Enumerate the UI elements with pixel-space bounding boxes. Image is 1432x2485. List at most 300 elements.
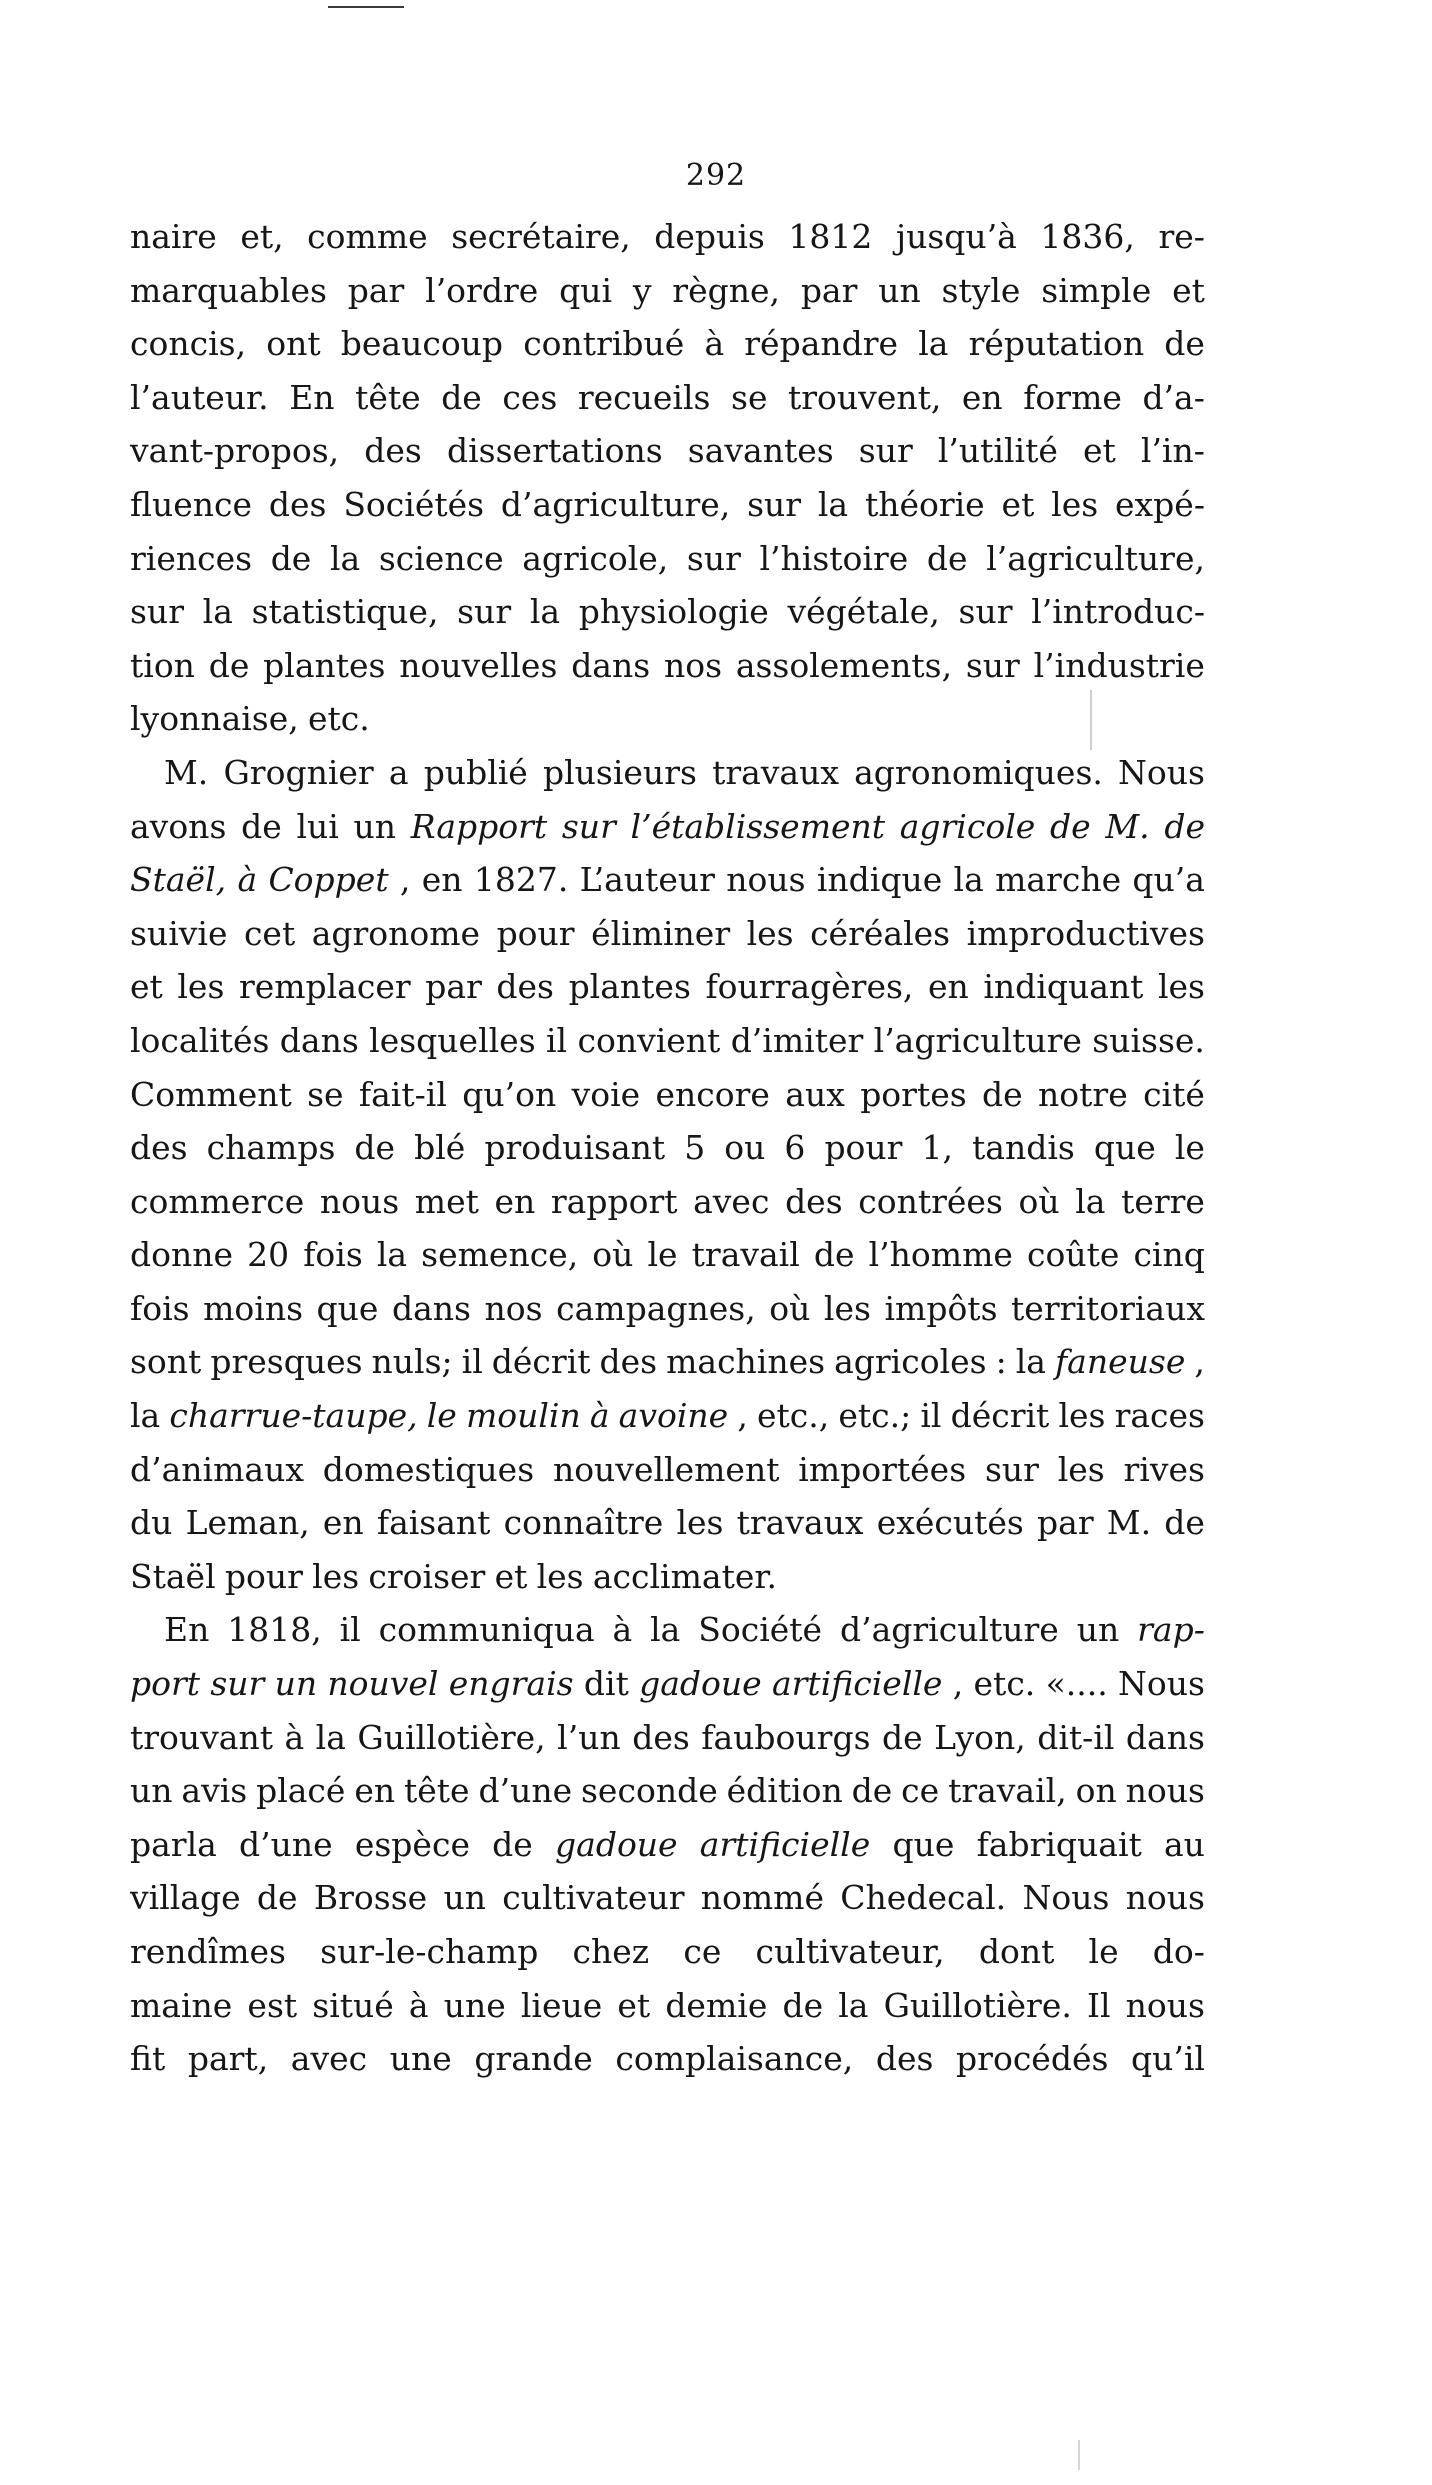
word: grande bbox=[474, 2039, 593, 2079]
word: nous bbox=[1125, 1878, 1205, 1918]
word: lesquelles bbox=[369, 1020, 536, 1060]
word: Leman, bbox=[185, 1503, 310, 1543]
word: nos bbox=[484, 1288, 543, 1328]
word: contribué bbox=[523, 324, 685, 364]
word: les bbox=[1058, 1396, 1106, 1436]
word: l’introduc- bbox=[1031, 592, 1205, 632]
word: ont bbox=[266, 324, 321, 364]
text-line bbox=[130, 371, 1205, 425]
word: en bbox=[927, 967, 969, 1007]
word: trouvant bbox=[130, 1717, 273, 1757]
word: sur bbox=[858, 431, 913, 471]
word: ou bbox=[724, 1128, 766, 1168]
italic-word: artificielle bbox=[771, 1664, 943, 1704]
word: depuis bbox=[654, 217, 765, 256]
word: a bbox=[388, 752, 409, 792]
word: que bbox=[1093, 1128, 1156, 1168]
word: dit-il bbox=[1037, 1717, 1115, 1757]
word: voie bbox=[571, 1074, 641, 1114]
text-line bbox=[130, 585, 1205, 639]
word: des bbox=[496, 967, 554, 1007]
word: Lyon, bbox=[934, 1717, 1026, 1757]
word: lui bbox=[296, 806, 339, 846]
word: faisant bbox=[376, 1503, 491, 1543]
word: etc., bbox=[756, 1396, 830, 1436]
word: l’un bbox=[557, 1717, 621, 1757]
word: sur bbox=[686, 538, 741, 578]
word: en bbox=[354, 1771, 396, 1811]
italic-word: Staël, bbox=[130, 860, 227, 900]
word: etc.; bbox=[838, 1396, 912, 1436]
word: ces bbox=[502, 377, 558, 417]
word: village bbox=[130, 1878, 241, 1918]
word: l’utilité bbox=[937, 431, 1058, 471]
word: Société bbox=[698, 1610, 823, 1650]
word: beaucoup bbox=[340, 324, 504, 364]
word: naire bbox=[130, 217, 217, 256]
word: lyonnaise, bbox=[130, 699, 299, 739]
italic-word: rap- bbox=[1137, 1610, 1205, 1650]
text-line bbox=[130, 746, 1205, 800]
text-line bbox=[130, 1121, 1205, 1175]
italic-word: sur bbox=[561, 806, 616, 846]
word: cultivateur, bbox=[755, 1932, 945, 1971]
word: de bbox=[241, 806, 282, 846]
word: commerce bbox=[130, 1181, 305, 1221]
word: convient bbox=[577, 1020, 721, 1060]
word: En bbox=[289, 377, 335, 417]
word: marquables bbox=[130, 270, 327, 310]
word: sur bbox=[457, 592, 512, 632]
word: les bbox=[1157, 967, 1205, 1007]
word: une bbox=[443, 1985, 506, 2025]
word: cet bbox=[243, 913, 296, 953]
word: ce bbox=[901, 1771, 940, 1811]
body-text bbox=[130, 210, 1205, 2086]
word: cinq bbox=[1133, 1235, 1205, 1275]
word: en bbox=[421, 860, 463, 900]
word: fabriquait bbox=[976, 1824, 1142, 1864]
word: nous bbox=[1125, 1771, 1205, 1811]
word: en bbox=[961, 377, 1003, 417]
word: terre bbox=[1121, 1181, 1205, 1221]
word: science bbox=[378, 538, 504, 578]
word: décrit bbox=[491, 1342, 591, 1382]
word: la bbox=[1015, 1342, 1046, 1382]
word: l’histoire bbox=[759, 538, 909, 578]
word: au bbox=[1163, 1824, 1205, 1864]
word: en bbox=[322, 1503, 364, 1543]
text-line bbox=[130, 1657, 1205, 1711]
word: 5 bbox=[684, 1128, 706, 1168]
word: tête bbox=[355, 377, 421, 417]
word: on bbox=[1075, 1771, 1117, 1811]
text-line bbox=[130, 2032, 1205, 2086]
text-line bbox=[130, 1014, 1205, 1068]
word: recueils bbox=[577, 377, 711, 417]
word: 1836, bbox=[1040, 217, 1135, 256]
word: les bbox=[177, 967, 225, 1007]
word: trouvent, bbox=[788, 377, 942, 417]
word: jusqu’à bbox=[895, 217, 1017, 256]
word: où bbox=[1018, 1181, 1060, 1221]
word: Staël bbox=[130, 1556, 216, 1596]
word: fois bbox=[303, 1235, 363, 1275]
text-line bbox=[130, 1550, 1205, 1604]
word: des bbox=[268, 484, 327, 524]
word: de bbox=[782, 1985, 824, 2025]
word: 6 bbox=[784, 1128, 806, 1168]
word: dissertations bbox=[446, 431, 663, 471]
word: décrit bbox=[950, 1396, 1050, 1436]
italic-word: nouvel bbox=[327, 1664, 439, 1704]
word: pour bbox=[824, 1128, 903, 1168]
word: de bbox=[1164, 1503, 1205, 1543]
word: style bbox=[941, 270, 1021, 310]
word: etc. bbox=[973, 1664, 1036, 1704]
word: est bbox=[247, 1985, 298, 2025]
word: un bbox=[353, 806, 397, 846]
word: répandre bbox=[744, 324, 899, 364]
word: dans bbox=[571, 645, 651, 685]
word: de bbox=[441, 377, 482, 417]
word: les bbox=[1057, 1449, 1105, 1489]
word: presques bbox=[210, 1342, 363, 1382]
word: Grognier bbox=[223, 752, 374, 792]
word: travail bbox=[691, 1235, 800, 1275]
text-line bbox=[130, 1979, 1205, 2033]
word: la bbox=[918, 324, 949, 364]
word: et bbox=[1082, 431, 1116, 471]
text-line bbox=[130, 1603, 1205, 1657]
italic-word: port bbox=[130, 1664, 201, 1704]
word: la bbox=[130, 1396, 161, 1436]
word: que bbox=[316, 1288, 379, 1328]
word: 20 bbox=[247, 1235, 290, 1275]
word: l’agriculture, bbox=[986, 538, 1205, 578]
word: Il bbox=[1086, 1985, 1111, 2025]
word: qu’a bbox=[1132, 860, 1205, 900]
text-line bbox=[130, 960, 1205, 1014]
word: agronomiques. bbox=[854, 752, 1103, 792]
word: il bbox=[339, 1610, 361, 1650]
word: avec bbox=[290, 2039, 368, 2079]
word: croiser bbox=[368, 1556, 486, 1596]
word: Nous bbox=[1118, 752, 1205, 792]
word: pour bbox=[496, 913, 575, 953]
word: sur bbox=[984, 1449, 1039, 1489]
text-line bbox=[130, 907, 1205, 961]
word: importées bbox=[798, 1449, 967, 1489]
word: campagnes, bbox=[556, 1288, 756, 1328]
italic-word: M. bbox=[1105, 806, 1150, 846]
word: la bbox=[838, 1985, 869, 2025]
word: espèce bbox=[354, 1824, 470, 1864]
word: avec bbox=[693, 1181, 770, 1221]
word: sur bbox=[958, 592, 1013, 632]
word: à bbox=[408, 1985, 429, 2025]
word: maine bbox=[130, 1985, 233, 2025]
word: nouvellement bbox=[552, 1449, 780, 1489]
italic-word: faneuse bbox=[1054, 1342, 1186, 1382]
word: le bbox=[1174, 1128, 1205, 1168]
word: exécutés bbox=[876, 1503, 1024, 1543]
italic-word: sur bbox=[210, 1664, 265, 1704]
word: avis bbox=[181, 1771, 248, 1811]
word: ce bbox=[683, 1932, 722, 1971]
word: les bbox=[676, 1503, 724, 1543]
text-line bbox=[130, 1282, 1205, 1336]
word: par bbox=[1037, 1503, 1094, 1543]
word: réputation bbox=[968, 324, 1145, 364]
text-line bbox=[130, 692, 1205, 746]
word: et, bbox=[240, 217, 284, 256]
word: d’animaux bbox=[130, 1449, 304, 1489]
word: de bbox=[208, 645, 250, 685]
word: 1818, bbox=[227, 1610, 322, 1650]
word: territoriaux bbox=[1011, 1288, 1205, 1328]
word: qu’il bbox=[1131, 2039, 1205, 2079]
word: communiqua bbox=[378, 1610, 595, 1650]
word: suivie bbox=[130, 913, 228, 953]
word: l’homme bbox=[868, 1235, 1013, 1275]
word: marche bbox=[995, 860, 1122, 900]
word: rapport bbox=[550, 1181, 678, 1221]
word: édition bbox=[726, 1771, 843, 1811]
word: indiquant bbox=[983, 967, 1144, 1007]
word: dans bbox=[279, 1020, 359, 1060]
word: concis, bbox=[130, 324, 247, 364]
word: pour bbox=[224, 1556, 303, 1596]
word: : bbox=[995, 1342, 1007, 1382]
word: la bbox=[529, 592, 561, 632]
word: impôts bbox=[884, 1288, 998, 1328]
word: comme bbox=[307, 217, 428, 256]
text-line bbox=[130, 478, 1205, 532]
italic-word: Coppet bbox=[268, 860, 389, 900]
word: travaux bbox=[712, 752, 839, 792]
scan-mark-bottom bbox=[1078, 2440, 1080, 2470]
word: M. bbox=[1106, 1503, 1152, 1543]
word: Comment bbox=[130, 1074, 292, 1114]
word: d’imiter bbox=[730, 1020, 864, 1060]
text-line bbox=[130, 1443, 1205, 1497]
word: les bbox=[536, 1556, 584, 1596]
word: faubourgs bbox=[701, 1717, 871, 1757]
word: la bbox=[1075, 1181, 1106, 1221]
word: nos bbox=[663, 645, 723, 685]
word: fois bbox=[130, 1288, 190, 1328]
word: et bbox=[1001, 484, 1035, 524]
word: dont bbox=[978, 1932, 1055, 1971]
word: des bbox=[130, 1128, 188, 1168]
word: les bbox=[823, 1288, 871, 1328]
word: complaisance, bbox=[615, 2039, 854, 2079]
word: Sociétés bbox=[343, 484, 485, 524]
word: Brosse bbox=[313, 1878, 428, 1918]
word: agricoles bbox=[834, 1342, 987, 1382]
word: L’auteur bbox=[579, 860, 715, 900]
text-line bbox=[130, 639, 1205, 693]
word: sur bbox=[747, 484, 802, 524]
word: nuls; bbox=[371, 1342, 453, 1382]
italic-word: à bbox=[589, 1396, 610, 1436]
word: Guillotière. bbox=[883, 1985, 1072, 2025]
word: fait-il bbox=[358, 1074, 447, 1114]
word: y bbox=[632, 270, 652, 310]
word: 1812 bbox=[788, 217, 873, 256]
word: sont bbox=[130, 1342, 202, 1382]
text-line bbox=[130, 1335, 1205, 1389]
word: d’agriculture bbox=[839, 1610, 1059, 1650]
word: de bbox=[813, 1235, 855, 1275]
italic-word: gadoue bbox=[555, 1824, 678, 1864]
word: agronome bbox=[311, 913, 481, 953]
italic-word: un bbox=[274, 1664, 318, 1704]
word: vant-propos, bbox=[130, 431, 340, 471]
word: des bbox=[785, 1181, 843, 1221]
italic-word: engrais bbox=[448, 1664, 574, 1704]
word: dans bbox=[1125, 1717, 1205, 1757]
word: des bbox=[632, 1717, 690, 1757]
word: Nous bbox=[1118, 1664, 1205, 1704]
word: tandis bbox=[972, 1128, 1075, 1168]
word: travaux bbox=[736, 1503, 864, 1543]
word: etc. bbox=[308, 699, 370, 739]
word: plantes bbox=[263, 645, 386, 685]
word: il bbox=[461, 1342, 483, 1382]
word: se bbox=[307, 1074, 344, 1114]
word: se bbox=[731, 377, 768, 417]
word: la bbox=[329, 538, 361, 578]
word: plantes bbox=[568, 967, 691, 1007]
italic-word: gadoue bbox=[639, 1664, 762, 1704]
word: la bbox=[202, 592, 233, 632]
word: un bbox=[443, 1878, 486, 1918]
word: en bbox=[494, 1181, 536, 1221]
word: suisse. bbox=[1092, 1020, 1205, 1060]
word: un bbox=[878, 270, 921, 310]
word: notre bbox=[1038, 1074, 1128, 1114]
word: végétale, bbox=[787, 592, 940, 632]
text-line bbox=[130, 1389, 1205, 1443]
word: improductives bbox=[966, 913, 1205, 953]
word: de bbox=[982, 1074, 1023, 1114]
word: d’une bbox=[239, 1824, 333, 1864]
word: portes bbox=[860, 1074, 967, 1114]
word: indique bbox=[816, 860, 943, 900]
word: dans bbox=[392, 1288, 471, 1328]
word: la bbox=[315, 1717, 346, 1757]
italic-word: moulin bbox=[465, 1396, 581, 1436]
text-line bbox=[130, 424, 1205, 478]
text-line bbox=[130, 264, 1205, 318]
word: de bbox=[1164, 324, 1205, 364]
text-line bbox=[130, 1496, 1205, 1550]
italic-word: Rapport bbox=[410, 806, 548, 846]
word: assolements, bbox=[735, 645, 953, 685]
word: met bbox=[414, 1181, 479, 1221]
word: où bbox=[769, 1288, 811, 1328]
word: produisant bbox=[484, 1128, 666, 1168]
word: 1827. bbox=[473, 860, 569, 900]
word: que bbox=[892, 1824, 955, 1864]
word: «.... bbox=[1045, 1664, 1108, 1704]
word: M. bbox=[164, 752, 209, 792]
word: travail, bbox=[948, 1771, 1067, 1811]
word: nouvelles bbox=[399, 645, 558, 685]
word: donne bbox=[130, 1235, 234, 1275]
word: qu’on bbox=[462, 1074, 557, 1114]
word: agricole, bbox=[522, 538, 669, 578]
word: acclimater. bbox=[592, 1556, 778, 1596]
word: cité bbox=[1143, 1074, 1205, 1114]
word: fluence bbox=[130, 484, 253, 524]
word: règne, bbox=[672, 270, 780, 310]
word: des bbox=[599, 1342, 658, 1382]
word: forme bbox=[1023, 377, 1122, 417]
italic-word: le bbox=[426, 1396, 457, 1436]
word: , bbox=[1194, 1342, 1205, 1382]
word: fit bbox=[130, 2039, 166, 2079]
word: d’une bbox=[478, 1771, 573, 1811]
word: blé bbox=[414, 1128, 466, 1168]
italic-word: à bbox=[237, 860, 258, 900]
word: fourragères, bbox=[705, 967, 914, 1007]
word: nous bbox=[726, 860, 806, 900]
word: aux bbox=[785, 1074, 845, 1114]
word: connaître bbox=[503, 1503, 664, 1543]
word: do- bbox=[1152, 1932, 1205, 1971]
italic-word: de bbox=[1050, 806, 1091, 846]
word: et bbox=[494, 1556, 528, 1596]
word: nous bbox=[1125, 1985, 1205, 2025]
word: plusieurs bbox=[542, 752, 697, 792]
word: placé bbox=[256, 1771, 346, 1811]
word: l’industrie bbox=[1033, 645, 1205, 685]
word: nommé bbox=[700, 1878, 824, 1918]
word: dit bbox=[583, 1664, 629, 1704]
word: situé bbox=[312, 1985, 394, 2025]
word: il bbox=[920, 1396, 942, 1436]
italic-word: agricole bbox=[899, 806, 1036, 846]
italic-word: avoine bbox=[618, 1396, 729, 1436]
word: et bbox=[130, 967, 163, 1007]
word: par bbox=[347, 270, 405, 310]
word: lieue bbox=[520, 1985, 603, 2025]
word: théorie bbox=[864, 484, 985, 524]
word: éliminer bbox=[591, 913, 731, 953]
text-line bbox=[130, 1175, 1205, 1229]
word: Chedecal. bbox=[840, 1878, 1007, 1918]
word: la bbox=[953, 860, 984, 900]
word: un bbox=[1076, 1610, 1120, 1650]
word: domestiques bbox=[322, 1449, 535, 1489]
word: nous bbox=[319, 1181, 400, 1221]
word: la bbox=[376, 1235, 408, 1275]
word: de bbox=[492, 1824, 533, 1864]
word: du bbox=[130, 1503, 173, 1543]
word: sur bbox=[130, 592, 184, 632]
word: à bbox=[284, 1717, 305, 1757]
word: de bbox=[256, 1878, 298, 1918]
word: et bbox=[617, 1985, 651, 2025]
text-line bbox=[130, 1818, 1205, 1872]
word: l’ordre bbox=[425, 270, 539, 310]
word: machines bbox=[666, 1342, 826, 1382]
word: où bbox=[592, 1235, 634, 1275]
word: moins bbox=[203, 1288, 304, 1328]
